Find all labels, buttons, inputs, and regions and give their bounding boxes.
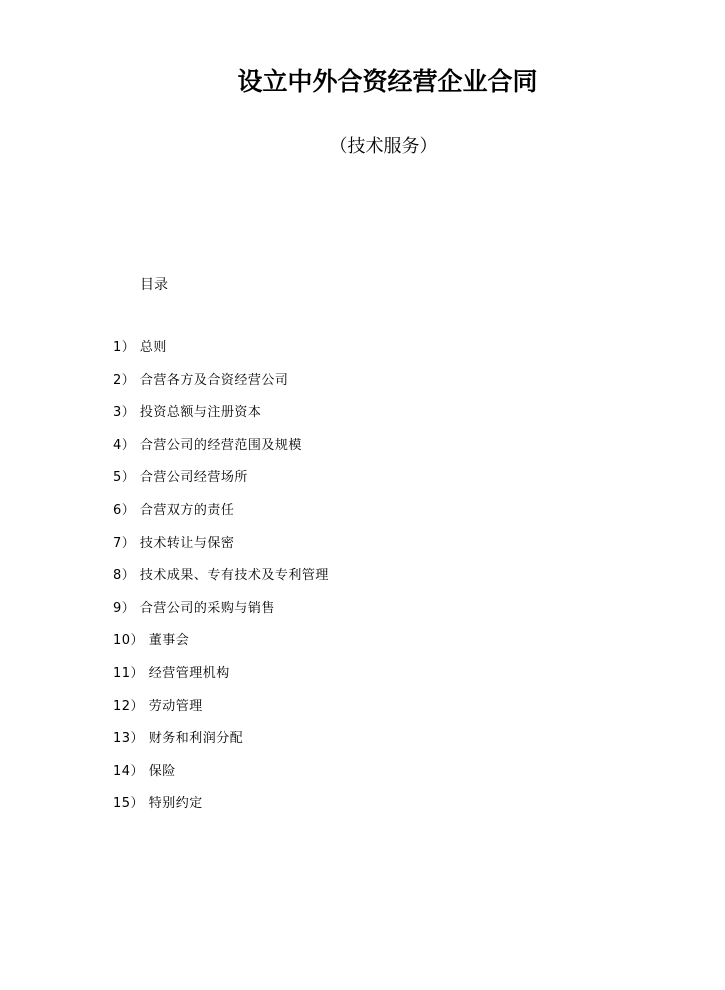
toc-heading: 目录: [140, 277, 168, 293]
toc-item: [113, 469, 329, 502]
toc-item-label: 合营双方的责任: [139, 502, 235, 518]
toc-item: [113, 372, 329, 405]
toc-item: [113, 535, 329, 568]
toc-item-label: 财务和利润分配: [148, 731, 244, 747]
toc-item-label: 技术转让与保密: [139, 535, 235, 551]
toc-item-number: 14）: [113, 763, 145, 779]
toc-item-label: 技术成果、专有技术及专利管理: [139, 568, 329, 584]
toc-item-number: 3）: [113, 405, 136, 421]
toc-item-label: 合营各方及合资经营公司: [139, 372, 289, 388]
toc-item-label: 合营公司经营场所: [139, 470, 248, 486]
toc-item-label: 合营公司的采购与销售: [139, 600, 275, 616]
toc-item: [113, 567, 329, 600]
toc-item: [113, 339, 329, 372]
toc-item: [113, 730, 329, 763]
toc-item-number: 11）: [113, 665, 145, 681]
toc-item: [113, 795, 329, 828]
toc-item-number: 7）: [113, 535, 136, 551]
toc-item: [113, 665, 329, 698]
toc-item-label: 投资总额与注册资本: [139, 405, 262, 421]
toc-item-number: 4）: [113, 437, 136, 453]
toc-item: [113, 404, 329, 437]
toc-item: [113, 763, 329, 796]
toc-item-number: 15）: [113, 796, 145, 812]
toc-item-number: 10）: [113, 633, 145, 649]
document-subtitle: （技术服务）: [329, 136, 438, 157]
toc-item-label: 经营管理机构: [148, 665, 230, 681]
toc-item-label: 总则: [139, 340, 167, 355]
toc-item-number: 13）: [113, 731, 145, 747]
toc-item-number: 2）: [113, 372, 136, 388]
toc-item-number: 12）: [113, 698, 145, 714]
toc-item: [113, 600, 329, 633]
toc-item: [113, 502, 329, 535]
toc-item-number: 9）: [113, 600, 136, 616]
toc-item: [113, 437, 329, 470]
toc-item-label: 董事会: [148, 633, 190, 649]
toc-item: [113, 632, 329, 665]
document-title: 设立中外合资经营企业合同: [237, 67, 538, 96]
toc-item-number: 5）: [113, 470, 136, 486]
toc-item-label: 特别约定: [148, 796, 203, 812]
toc-item-label: 合营公司的经营范围及规模: [139, 437, 302, 453]
table-of-contents: [113, 339, 329, 828]
toc-item: [113, 698, 329, 731]
toc-item-number: 8）: [113, 568, 136, 584]
toc-item-label: 保险: [148, 763, 176, 779]
toc-item-label: 劳动管理: [148, 698, 203, 714]
toc-item-number: 1）: [113, 340, 136, 355]
toc-item-number: 6）: [113, 502, 136, 518]
